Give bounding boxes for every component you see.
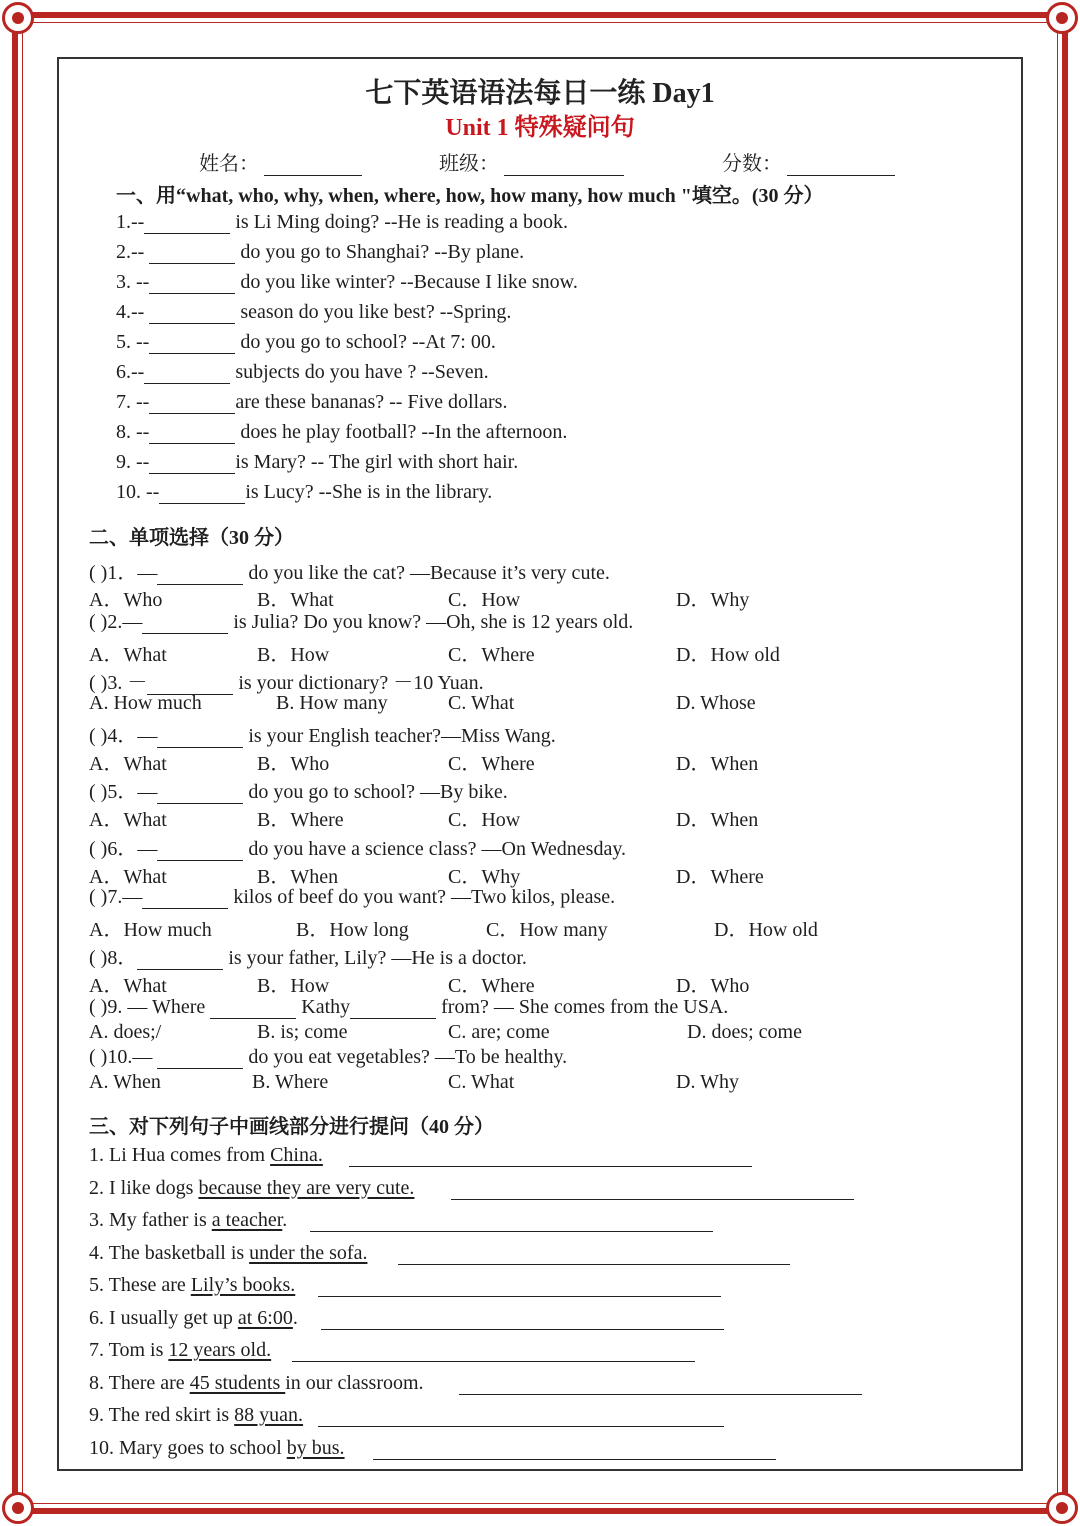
item-text: 8. There are bbox=[89, 1371, 190, 1394]
option-c[interactable]: C．How many bbox=[486, 919, 608, 941]
question-row bbox=[116, 211, 568, 234]
item-text: 2. I like dogs bbox=[89, 1176, 199, 1199]
question-stem: is your English teacher?—Miss Wang. bbox=[243, 725, 556, 747]
underlined-part: 45 students bbox=[189, 1371, 286, 1394]
item-text: 5. These are bbox=[89, 1274, 191, 1296]
score-field[interactable] bbox=[722, 147, 895, 176]
rewrite-item bbox=[89, 1242, 367, 1265]
underlined-part: 88 yuan. bbox=[234, 1404, 304, 1426]
underlined-part: 12 years old. bbox=[168, 1339, 272, 1361]
answer-line[interactable] bbox=[398, 1264, 790, 1265]
option-b[interactable]: B. How many bbox=[276, 692, 388, 714]
option-a[interactable]: A. When bbox=[89, 1071, 161, 1093]
answer-line[interactable] bbox=[321, 1329, 724, 1330]
question-stem: ( )2.— bbox=[89, 611, 143, 633]
option-a[interactable]: A．What bbox=[89, 809, 167, 831]
option-a[interactable]: A. does;/ bbox=[89, 1021, 162, 1043]
question-number: 1.-- bbox=[116, 211, 145, 233]
worksheet bbox=[57, 57, 1023, 1471]
answer-blank[interactable] bbox=[144, 363, 230, 384]
option-d[interactable]: D．How old bbox=[676, 644, 780, 666]
choice-question bbox=[89, 886, 615, 909]
choice-question bbox=[89, 775, 508, 804]
choice-question bbox=[89, 611, 633, 634]
question-text: season do you like best? --Spring. bbox=[235, 301, 512, 323]
option-c[interactable]: C. What bbox=[448, 1071, 515, 1093]
option-a[interactable]: A．What bbox=[89, 975, 167, 997]
class-label: 班级： bbox=[439, 153, 499, 175]
rewrite-item bbox=[89, 1144, 323, 1167]
answer-blank[interactable] bbox=[149, 303, 235, 324]
answer-line[interactable] bbox=[292, 1361, 695, 1362]
name-field[interactable] bbox=[199, 147, 362, 176]
answer-line[interactable] bbox=[318, 1426, 724, 1427]
answer-line[interactable] bbox=[459, 1394, 862, 1395]
rewrite-item bbox=[89, 1339, 271, 1362]
answer-blank[interactable] bbox=[157, 564, 243, 585]
underlined-part: by bus. bbox=[286, 1436, 345, 1459]
question-stem: do you go to school? —By bike. bbox=[243, 781, 508, 803]
choice-question bbox=[89, 556, 610, 585]
question-stem: ( )10.— bbox=[89, 1046, 158, 1068]
answer-blank[interactable] bbox=[149, 273, 235, 294]
name-blank[interactable] bbox=[264, 155, 362, 176]
answer-line[interactable] bbox=[373, 1459, 776, 1460]
option-c[interactable]: C. What bbox=[448, 692, 515, 714]
option-a[interactable]: A．How much bbox=[89, 919, 212, 941]
answer-blank[interactable] bbox=[157, 1048, 243, 1069]
option-d[interactable]: D．Why bbox=[676, 589, 750, 611]
choice-question bbox=[89, 996, 728, 1019]
section-3-heading: 三、对下列句子中画线部分进行提问（40 分） bbox=[89, 1116, 494, 1138]
answer-blank[interactable] bbox=[149, 423, 235, 444]
question-number: 9. -- bbox=[116, 451, 150, 473]
question-number: 5. -- bbox=[116, 331, 150, 353]
answer-blank[interactable] bbox=[144, 213, 230, 234]
question-number: 3. -- bbox=[116, 271, 150, 293]
question-stem: ( )6．— bbox=[89, 838, 158, 860]
question-stem: ( )8． bbox=[89, 947, 138, 969]
question-text: subjects do you have ? --Seven. bbox=[230, 361, 489, 383]
question-stem: ( )4．— bbox=[89, 725, 158, 747]
option-d[interactable]: D．When bbox=[676, 753, 759, 775]
question-row bbox=[116, 421, 567, 444]
question-number: 8. -- bbox=[116, 421, 150, 443]
rewrite-item bbox=[89, 1437, 345, 1460]
answer-blank[interactable] bbox=[149, 333, 235, 354]
question-stem: do you like the cat? —Because it’s very cute. bbox=[243, 562, 610, 584]
question-stem: ( )1．— bbox=[89, 562, 158, 584]
question-text: is Li Ming doing? --He is reading a book. bbox=[230, 211, 569, 233]
item-text: 7. Tom is bbox=[89, 1339, 169, 1361]
answer-line[interactable] bbox=[349, 1166, 752, 1167]
item-text: 6. I usually get up bbox=[89, 1306, 238, 1329]
answer-blank[interactable] bbox=[157, 727, 243, 748]
question-stem: ( )5．— bbox=[89, 781, 158, 803]
answer-blank[interactable] bbox=[142, 613, 228, 634]
item-text: 3. My father is bbox=[89, 1209, 212, 1231]
item-text: 1. Li Hua comes from bbox=[89, 1144, 271, 1166]
answer-blank[interactable] bbox=[210, 998, 296, 1019]
underlined-part: at 6:00 bbox=[237, 1306, 293, 1329]
option-a[interactable]: A．What bbox=[89, 866, 167, 888]
answer-blank[interactable] bbox=[137, 949, 223, 970]
option-c[interactable]: C．Where bbox=[448, 753, 535, 775]
question-text: do you go to Shanghai? --By plane. bbox=[235, 241, 525, 263]
item-text: 4. The basketball is bbox=[89, 1241, 250, 1264]
question-row bbox=[116, 331, 496, 354]
question-stem: is your father, Lily? —He is a doctor. bbox=[223, 947, 527, 969]
question-row bbox=[116, 361, 489, 384]
answer-blank[interactable] bbox=[142, 888, 228, 909]
answer-blank[interactable] bbox=[149, 243, 235, 264]
question-text: is Mary? -- The girl with short hair. bbox=[235, 451, 519, 473]
score-blank[interactable] bbox=[787, 155, 895, 176]
answer-blank[interactable] bbox=[350, 998, 436, 1019]
question-row bbox=[116, 301, 511, 324]
page-subtitle: Unit 1 特殊疑问句 bbox=[445, 115, 635, 141]
underlined-part: because they are very cute. bbox=[198, 1176, 415, 1199]
answer-blank[interactable] bbox=[157, 840, 243, 861]
corner-ornament-icon bbox=[2, 2, 34, 34]
item-text: 10. Mary goes to school bbox=[89, 1436, 287, 1459]
answer-line[interactable] bbox=[310, 1231, 713, 1232]
rewrite-item bbox=[89, 1404, 303, 1427]
question-row bbox=[116, 391, 507, 414]
answer-blank[interactable] bbox=[149, 453, 235, 474]
question-number: 4.-- bbox=[116, 301, 150, 323]
question-number: 6.-- bbox=[116, 361, 145, 383]
question-number: 2.-- bbox=[116, 241, 150, 263]
option-a[interactable]: A. How much bbox=[89, 692, 202, 714]
question-row bbox=[116, 271, 578, 294]
question-stem: from? — She comes from the USA. bbox=[436, 996, 729, 1018]
question-stem: do you eat vegetables? —To be healthy. bbox=[243, 1046, 568, 1068]
name-label: 姓名： bbox=[199, 153, 259, 175]
option-b[interactable]: B. Where bbox=[252, 1071, 329, 1093]
question-row bbox=[116, 241, 524, 264]
choice-question bbox=[89, 1046, 567, 1069]
item-text: . bbox=[282, 1209, 288, 1231]
question-row bbox=[116, 481, 492, 504]
question-text: is Lucy? --She is in the library. bbox=[245, 481, 493, 503]
option-d[interactable]: D. Whose bbox=[676, 692, 756, 714]
page-title: 七下英语语法每日一练 Day1 bbox=[365, 78, 715, 109]
choice-question bbox=[89, 832, 626, 861]
question-stem: ( )9. — Where bbox=[89, 996, 211, 1018]
question-stem: ( )7.— bbox=[89, 886, 143, 908]
section-2-heading: 二、单项选择（30 分） bbox=[89, 527, 294, 549]
option-d[interactable]: D．Who bbox=[676, 975, 750, 997]
option-d[interactable]: D. Why bbox=[676, 1071, 739, 1093]
option-b[interactable]: B．Where bbox=[257, 809, 344, 831]
option-b[interactable]: B．When bbox=[257, 866, 339, 888]
option-b[interactable]: B．How long bbox=[296, 919, 409, 941]
answer-line[interactable] bbox=[451, 1199, 854, 1200]
option-b[interactable]: B. is; come bbox=[257, 1021, 348, 1043]
rewrite-item bbox=[89, 1307, 298, 1330]
question-stem: Kathy bbox=[296, 996, 351, 1018]
underlined-part: under the sofa. bbox=[249, 1241, 368, 1264]
option-d[interactable]: D．How old bbox=[714, 919, 818, 941]
option-b[interactable]: B．How bbox=[257, 975, 330, 997]
option-d[interactable]: D. does; come bbox=[687, 1021, 802, 1043]
answer-line[interactable] bbox=[318, 1296, 721, 1297]
rewrite-item bbox=[89, 1372, 424, 1395]
option-b[interactable]: B．Who bbox=[257, 753, 330, 775]
rewrite-item bbox=[89, 1209, 287, 1232]
question-text: do you like winter? --Because I like snow. bbox=[235, 271, 578, 293]
choice-question bbox=[89, 666, 484, 695]
class-blank[interactable] bbox=[504, 155, 624, 176]
question-stem: is Julia? Do you know? —Oh, she is 12 years old. bbox=[228, 611, 634, 633]
option-b[interactable]: B．How bbox=[257, 644, 330, 666]
rewrite-item bbox=[89, 1274, 295, 1297]
question-text: are these bananas? -- Five dollars. bbox=[235, 391, 508, 413]
score-label: 分数： bbox=[722, 153, 782, 175]
question-text: do you go to school? --At 7: 00. bbox=[235, 331, 496, 353]
rewrite-item bbox=[89, 1177, 414, 1200]
option-d[interactable]: D．Where bbox=[676, 866, 764, 888]
option-c[interactable]: C．Why bbox=[448, 866, 521, 888]
item-text: 9. The red skirt is bbox=[89, 1404, 235, 1426]
option-c[interactable]: C. are; come bbox=[448, 1021, 550, 1043]
option-a[interactable]: A．What bbox=[89, 753, 167, 775]
option-b[interactable]: B．What bbox=[257, 589, 334, 611]
question-stem: ( )3. － bbox=[89, 672, 148, 694]
answer-blank[interactable] bbox=[157, 783, 243, 804]
question-row bbox=[116, 451, 518, 474]
underlined-part: Lily’s books. bbox=[190, 1274, 296, 1296]
option-a[interactable]: A．Who bbox=[89, 589, 163, 611]
underlined-part: China. bbox=[270, 1144, 323, 1166]
answer-blank[interactable] bbox=[159, 483, 245, 504]
question-stem: do you have a science class? —On Wednesday. bbox=[243, 838, 627, 860]
option-c[interactable]: C．How bbox=[448, 589, 521, 611]
option-c[interactable]: C．Where bbox=[448, 975, 535, 997]
question-number: 7. -- bbox=[116, 391, 150, 413]
item-text: in our classroom. bbox=[285, 1371, 424, 1394]
choice-question bbox=[89, 719, 556, 748]
question-stem: is your dictionary? －10 Yuan. bbox=[233, 672, 484, 694]
corner-ornament-icon bbox=[2, 1492, 34, 1524]
question-text: does he play football? --In the afternoon. bbox=[235, 421, 568, 443]
question-stem: kilos of beef do you want? —Two kilos, please. bbox=[228, 886, 616, 908]
underlined-part: a teacher bbox=[211, 1209, 283, 1231]
answer-blank[interactable] bbox=[149, 393, 235, 414]
class-field[interactable] bbox=[439, 147, 624, 176]
option-a[interactable]: A．What bbox=[89, 644, 167, 666]
choice-question bbox=[89, 941, 527, 970]
option-c[interactable]: C．How bbox=[448, 809, 521, 831]
corner-ornament-icon bbox=[1046, 1492, 1078, 1524]
section-1-heading: 一、用“what, who, why, when, where, how, how many, how much "填空。(30 分） bbox=[116, 185, 824, 207]
corner-ornament-icon bbox=[1046, 2, 1078, 34]
option-d[interactable]: D．When bbox=[676, 809, 759, 831]
question-number: 10. -- bbox=[116, 481, 160, 503]
item-text: . bbox=[292, 1306, 298, 1329]
option-c[interactable]: C．Where bbox=[448, 644, 535, 666]
